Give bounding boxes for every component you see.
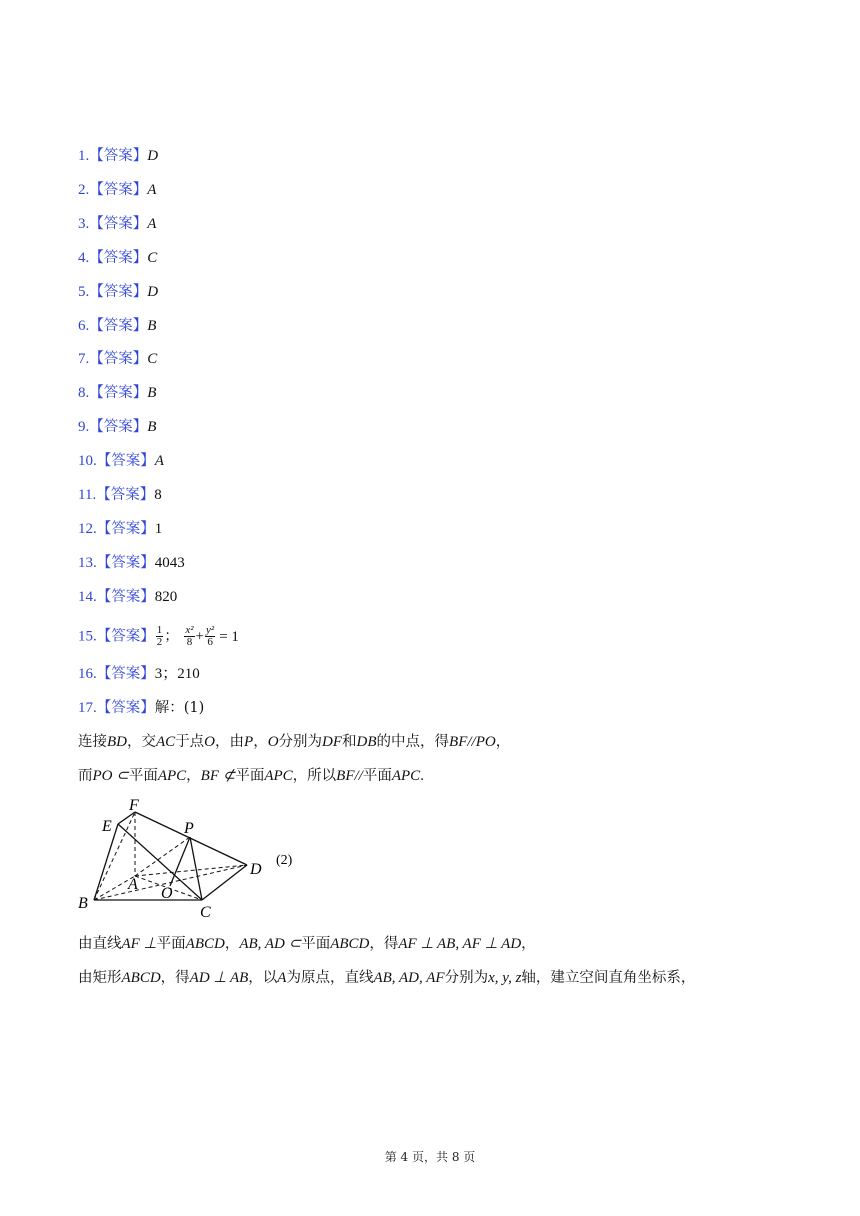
answer-number: 8. bbox=[78, 385, 90, 402]
answer-tag: 【答案】 bbox=[96, 554, 155, 571]
solution-line-2: 而PO ⊂平面APC，BF ⊄平面APC，所以BF//平面APC. bbox=[78, 768, 424, 784]
answer-row bbox=[78, 519, 162, 539]
answer-value: B bbox=[147, 385, 157, 402]
answer-number: 3. bbox=[78, 215, 90, 232]
answer-tag: 【答案】 bbox=[89, 317, 148, 334]
answer-value: D bbox=[147, 148, 159, 164]
answer-tag: 【答案】 bbox=[89, 181, 148, 198]
separator: ； bbox=[164, 628, 179, 645]
answer-row bbox=[78, 146, 158, 166]
answer-row bbox=[78, 214, 156, 234]
answer-tag: 【答案】 bbox=[89, 385, 148, 402]
answer-number: 9. bbox=[78, 419, 90, 436]
label-B: B bbox=[78, 895, 88, 912]
answer-number: 15. bbox=[78, 628, 97, 645]
answer-row bbox=[78, 282, 158, 302]
answer-tag: 【答案】 bbox=[89, 419, 148, 436]
answer-row bbox=[78, 383, 156, 403]
label-A: A bbox=[128, 876, 138, 893]
answer-row bbox=[78, 417, 156, 437]
answer-value: 820 bbox=[154, 588, 178, 605]
solution-line-3: 由直线AF ⊥平面ABCD，AB, AD ⊂平面ABCD，得AF ⊥ AB, AF ⊥ AD， bbox=[78, 936, 536, 952]
answer-15 bbox=[78, 625, 239, 648]
answer-tag: 【答案】 bbox=[96, 588, 155, 605]
answer-row bbox=[78, 316, 156, 336]
answer-value: 4043 bbox=[154, 554, 185, 571]
solution-line-1: 连接BD，交AC于点O，由P，O分别为DF和DB的中点，得BF//PO， bbox=[78, 734, 511, 750]
label-F: F bbox=[129, 797, 139, 814]
answer-value: D bbox=[147, 283, 159, 300]
label-D: D bbox=[250, 861, 262, 878]
answer-row bbox=[78, 451, 164, 471]
answer-value: A bbox=[147, 181, 157, 198]
label-E: E bbox=[102, 818, 112, 835]
answer-number: 1. bbox=[78, 148, 90, 164]
answer-value: B bbox=[147, 317, 157, 334]
answer-tag: 【答案】 bbox=[96, 453, 155, 470]
answer-number: 13. bbox=[78, 554, 97, 571]
answer-tag: 【答案】 bbox=[89, 283, 148, 300]
answer-number: 2. bbox=[78, 181, 90, 198]
answer-tag: 【答案】 bbox=[96, 487, 155, 503]
edge-AD bbox=[135, 865, 247, 876]
answer-number: 14. bbox=[78, 588, 97, 605]
answer-tag: 【答案】 bbox=[96, 628, 155, 645]
answer-number: 11. bbox=[78, 487, 97, 503]
answer-row bbox=[78, 553, 185, 573]
fraction-x: $\frac{\text{x²}}{8}$ bbox=[185, 624, 194, 648]
answer-row bbox=[78, 587, 177, 607]
answer-tag: 【答案】 bbox=[96, 666, 155, 682]
answer-row bbox=[78, 485, 162, 505]
answer-value: B bbox=[147, 419, 157, 436]
answer-number: 7. bbox=[78, 351, 90, 368]
answer-row bbox=[78, 349, 157, 369]
geometry-figure bbox=[72, 794, 312, 926]
answer-tag: 【答案】 bbox=[96, 700, 155, 716]
answer-tag: 【答案】 bbox=[89, 148, 148, 164]
equation-rhs: = 1 bbox=[219, 628, 239, 645]
page-footer: 第 4 页，共 8 页 bbox=[384, 1150, 476, 1164]
answer-number: 16. bbox=[78, 666, 97, 682]
answer-value: 1 bbox=[154, 520, 163, 537]
edge-PO bbox=[170, 837, 190, 886]
answer-row bbox=[78, 248, 157, 268]
answer-value: 8 bbox=[154, 487, 162, 503]
answer-tag: 【答案】 bbox=[96, 520, 155, 537]
answer-number: 6. bbox=[78, 317, 90, 334]
plus-sign: + bbox=[195, 628, 205, 645]
answer-value: C bbox=[147, 249, 158, 266]
answer-tag: 【答案】 bbox=[89, 351, 148, 368]
answer-tag: 【答案】 bbox=[89, 249, 148, 266]
answer-row bbox=[78, 180, 156, 200]
answer-number: 17. bbox=[78, 700, 97, 716]
solution-head: 解：(1) bbox=[154, 700, 205, 716]
part-label: (2) bbox=[276, 853, 293, 868]
answer-value: A bbox=[147, 215, 157, 232]
label-O: O bbox=[161, 885, 173, 902]
fraction-y: $\frac{\text{y²}}{6}$ bbox=[206, 624, 215, 648]
answer-number: 12. bbox=[78, 520, 97, 537]
answer-value: A bbox=[154, 453, 164, 470]
solution-line-4: 由矩形ABCD，得AD ⊥ AB，以A为原点，直线AB, AD, AF分别为x, y, z轴，建立空间直角坐标系， bbox=[78, 970, 696, 986]
answer-number: 10. bbox=[78, 453, 97, 470]
answer-value: 3；210 bbox=[154, 666, 200, 682]
fraction-half: $\frac{1}{2}$ bbox=[156, 624, 163, 648]
answer-16 bbox=[78, 664, 200, 684]
answer-number: 4. bbox=[78, 249, 90, 266]
label-P: P bbox=[184, 820, 194, 837]
answer-tag: 【答案】 bbox=[89, 215, 148, 232]
answer-value: C bbox=[147, 351, 158, 368]
label-C: C bbox=[200, 904, 211, 921]
answer-number: 5. bbox=[78, 283, 90, 300]
answer-17 bbox=[78, 698, 204, 718]
